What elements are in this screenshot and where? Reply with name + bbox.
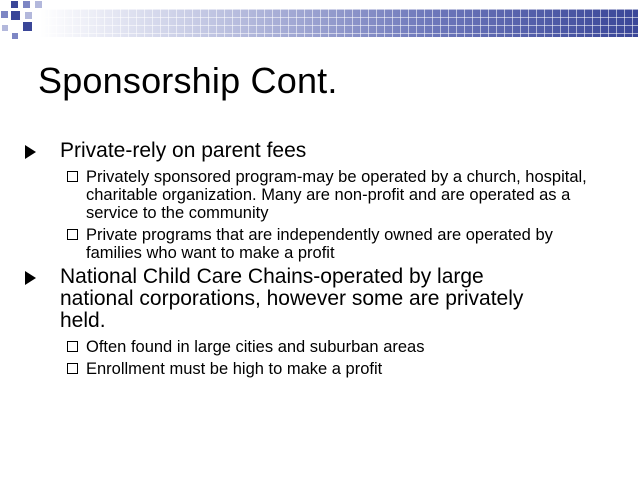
decor-square bbox=[12, 33, 18, 39]
header-decoration bbox=[0, 0, 638, 44]
sub-bullet-item bbox=[22, 360, 591, 378]
sub-bullet-item bbox=[22, 226, 591, 262]
bullet-item bbox=[22, 266, 622, 332]
sub-bullet-text: Privately sponsored program-may be operated by a church, hospital, charitable organization. Many are non-profit and are operated as a service to the community bbox=[86, 168, 587, 222]
sub-bullet-text: Enrollment must be high to make a profit bbox=[86, 360, 383, 378]
decor-square bbox=[23, 22, 32, 31]
bullet-item bbox=[22, 140, 622, 162]
slide-body bbox=[22, 140, 622, 382]
decor-square bbox=[35, 1, 42, 8]
bullet-text: National Child Care Chains-operated by large national corporations, however some are privately held. bbox=[60, 265, 524, 332]
square-bullet-icon bbox=[67, 363, 78, 374]
header-gradient-bar bbox=[40, 9, 638, 37]
square-bullet-icon bbox=[67, 341, 78, 352]
square-bullet-icon bbox=[67, 171, 78, 182]
decor-square bbox=[2, 25, 8, 31]
bullet-group bbox=[22, 266, 622, 378]
square-bullet-icon bbox=[67, 229, 78, 240]
bullet-group bbox=[22, 140, 622, 262]
bullet-text: Private-rely on parent fees bbox=[60, 139, 307, 162]
sub-bullet-item bbox=[22, 168, 591, 222]
sub-bullet-item bbox=[22, 338, 591, 356]
decor-square bbox=[11, 11, 20, 20]
triangle-bullet-icon bbox=[25, 145, 36, 159]
triangle-bullet-icon bbox=[25, 271, 36, 285]
decor-square bbox=[11, 1, 18, 8]
decor-square bbox=[23, 1, 30, 8]
decor-square bbox=[25, 12, 32, 19]
decor-square bbox=[1, 11, 8, 18]
sub-bullet-text: Private programs that are independently owned are operated by families who want to make a profit bbox=[86, 226, 553, 262]
slide-title: Sponsorship Cont. bbox=[38, 60, 338, 101]
sub-bullet-text: Often found in large cities and suburban areas bbox=[86, 338, 425, 356]
